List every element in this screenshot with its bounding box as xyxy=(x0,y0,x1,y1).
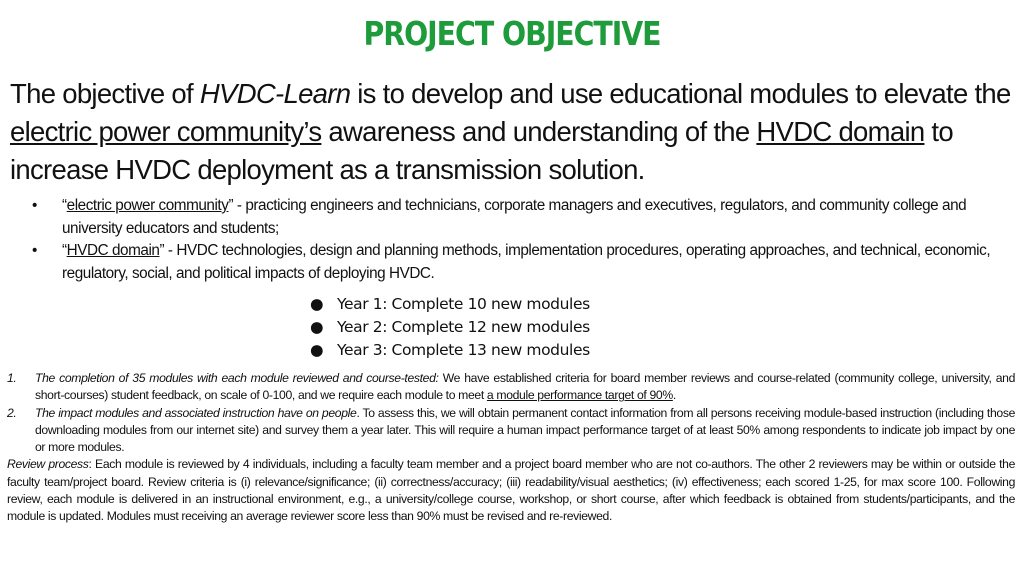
year-goal-item xyxy=(310,316,590,339)
note-number: 1. xyxy=(7,371,17,385)
definition-term: electric power community xyxy=(66,197,229,214)
year-goal-item xyxy=(310,293,590,316)
definition-term: HVDC domain xyxy=(66,242,160,259)
note-item xyxy=(7,405,1015,457)
note-number: 2. xyxy=(7,405,17,420)
note-heading: The completion of 35 modules with each module reviewed and course-tested: xyxy=(35,371,439,385)
year-goal-text: Year 1: Complete 10 new modules xyxy=(337,295,590,313)
note-item xyxy=(7,370,1015,405)
review-text: : Each module is reviewed by 4 individuals, including a faculty team member and a project board member who are not co-authors. The other 2 reviewers may be within or outside the faculty team/project board. Review criteria is (i) relevance/significance; (ii) correctness/accuracy; (iii) readability/visual aesthetics; (iv) effectiveness; each scored 1-25, for max score 100. Following review, each module is delivered in an instructional environment, e.g., a university/college course, workshop, or short course, after which feedback is obtained from students/participants, and the module is updated. Modules must receiving an average reviewer score less than 90% must be revised and re-reviewed. xyxy=(7,457,1015,524)
community-term: electric power community’s xyxy=(10,116,322,147)
note-body: We have established criteria for board member reviews and course-related (community college, university, and short-courses) student feedback, on scale of 0-100, and we require each module to meet xyxy=(35,371,1016,403)
definition-text: ” - practicing engineers and technicians, corporate managers and executives, regulators, and community college and university educators and students; xyxy=(62,197,967,237)
note-tail: . xyxy=(672,388,676,403)
year-goal-item xyxy=(310,339,590,362)
project-name: HVDC-Learn xyxy=(199,78,351,109)
objective-text-3: awareness and understanding of the xyxy=(321,116,757,147)
year-goal-text: Year 2: Complete 12 new modules xyxy=(337,318,590,337)
open-quote: “ xyxy=(62,242,67,259)
review-process xyxy=(7,456,1015,525)
bullet-icon: ● xyxy=(310,341,324,360)
year-goals-list xyxy=(310,293,590,363)
definition-item xyxy=(32,240,1012,285)
performance-target: a module performance target of 90% xyxy=(486,388,673,403)
definition-item xyxy=(32,195,1012,240)
open-quote: “ xyxy=(62,197,67,214)
objective-statement xyxy=(10,75,1014,189)
objective-text-4: to increase HVDC deployment as a transmission solution. xyxy=(10,116,953,185)
bullet-icon: ● xyxy=(310,295,324,313)
bullet-icon: • xyxy=(32,242,37,259)
year-goal-text: Year 3: Complete 13 new modules xyxy=(337,341,590,360)
note-body: . To assess this, we will obtain permanent contact information from all persons receiving module-based instruction (including those downloading modules from our internet site) and survey them a year later. This will require a human impact performance target of at least 50% among respondents to indicate job impact by one or more modules. xyxy=(35,405,1015,455)
review-label: Review process xyxy=(7,457,89,472)
domain-term: HVDC domain xyxy=(756,116,925,147)
definition-list xyxy=(32,195,1012,285)
bullet-icon: ● xyxy=(310,318,324,337)
definition-text: ” - HVDC technologies, design and planning methods, implementation procedures, operating approaches, and technical, economic, regulatory, social, and political impacts of deploying HVDC. xyxy=(62,242,991,282)
objective-text-2: is to develop and use educational modules to elevate the xyxy=(350,78,1011,109)
page-title: PROJECT OBJECTIVE xyxy=(363,14,661,53)
notes-section xyxy=(7,370,1015,526)
note-heading: The impact modules and associated instruction have on people xyxy=(35,405,357,420)
bullet-icon: • xyxy=(32,197,37,214)
objective-text-1: The objective of xyxy=(10,78,200,109)
